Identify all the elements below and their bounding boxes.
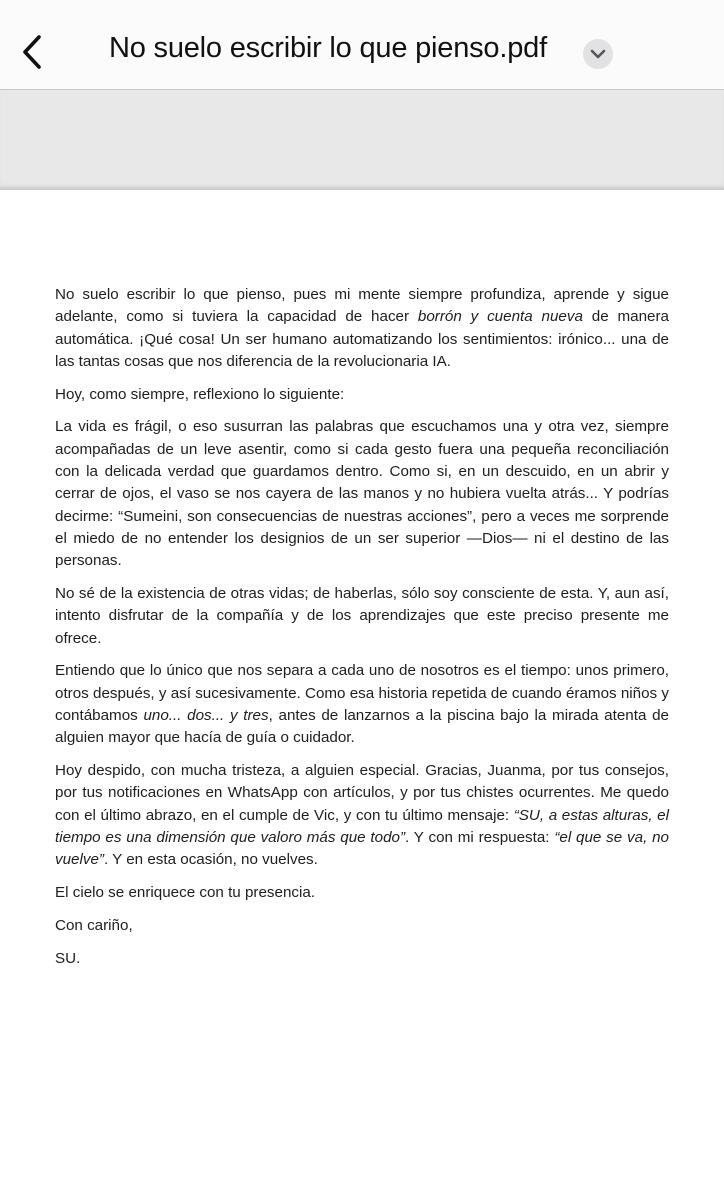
paragraph-1	[55, 284, 669, 373]
chevron-left-icon	[20, 34, 44, 70]
chevron-down-icon	[590, 48, 606, 60]
paragraph-4: No sé de la existencia de otras vidas; de haberlas, sólo soy consciente de esta. Y, aun así, intento disfrutar de la compañía y de los aprendizajes que este preciso presente me ofrece.	[55, 585, 669, 647]
document-body	[55, 284, 669, 981]
paragraph-6-text-end: . Y en esta ocasión, no vuelves.	[103, 851, 318, 869]
document-menu-button[interactable]	[583, 39, 613, 69]
paragraph-6-quote-2: “el que se va, no vuelve”	[55, 829, 670, 869]
pdf-page[interactable]	[0, 190, 724, 1200]
document-title: No suelo escribir lo que pienso.pdf	[109, 32, 547, 64]
signature: SU.	[55, 949, 81, 967]
paragraph-5	[55, 660, 669, 749]
paragraph-1-text-end: de manera automática. ¡Qué cosa! Un ser humano automatizando los sentimientos: irónico... una de las tantas cosas que nos diferencia de la revolucionaria IA.	[55, 308, 670, 370]
paragraph-5-italic: uno... dos... y tres	[143, 707, 269, 725]
top-bar	[0, 0, 724, 90]
paragraph-3: La vida es frágil, o eso susurran las palabras que escuchamos una y otra vez, siempre acompañadas de un leve asentir, como si cada gesto fuera una pequeña reconciliación con la delicada verdad que guardamos dentro. Como si, en un descuido, en un abrir y cerrar de ojos, el vaso se nos cayera de las manos y no hubiera vuelta atrás... Y podrías decirme: “Sumeini, son consecuencias de nuestras acciones”, pero a veces me sorprende el miedo de no entender los designios de un ser superior —Dios— ni el destino de las personas.	[55, 418, 669, 570]
paragraph-6-quote-1: “SU, a estas alturas, el tiempo es una dimensión que valoro más que todo”	[55, 806, 669, 847]
paragraph-7: El cielo se enriquece con tu presencia.	[55, 884, 316, 902]
paragraph-5-text-end: , antes de lanzarnos a la piscina bajo la mirada atenta de alguien mayor que hacía de guía o cuidador.	[55, 707, 669, 747]
paragraph-6-text-2: . Y con mi respuesta:	[405, 829, 555, 847]
paragraph-2: Hoy, como siempre, reflexiono lo siguiente:	[55, 385, 345, 403]
paragraph-1-italic: borrón y cuenta nueva	[417, 308, 583, 326]
back-button[interactable]	[12, 30, 52, 74]
paragraph-6	[55, 760, 669, 871]
paragraph-1-text: No suelo escribir lo que pienso, pues mi mente siempre profundiza, aprende y sigue adelante, como si tuviera la capacidad de hacer	[55, 286, 669, 326]
pdf-viewer-background	[0, 90, 724, 190]
paragraph-6-text: Hoy despido, con mucha tristeza, a alguien especial. Gracias, Juanma, por tus consejos, por tus notificaciones en WhatsApp con artículos, y por tus chistes ocurrentes. Me quedo con el último abrazo, en el cumple de Vic, y con tu último mensaje:	[55, 762, 669, 824]
closing: Con cariño,	[55, 916, 133, 934]
paragraph-5-text: Entiendo que lo único que nos separa a cada uno de nosotros es el tiempo: unos primero, otros después, y así sucesivamente. Como esa historia repetida de cuando éramos niños y contábamos	[55, 662, 669, 725]
